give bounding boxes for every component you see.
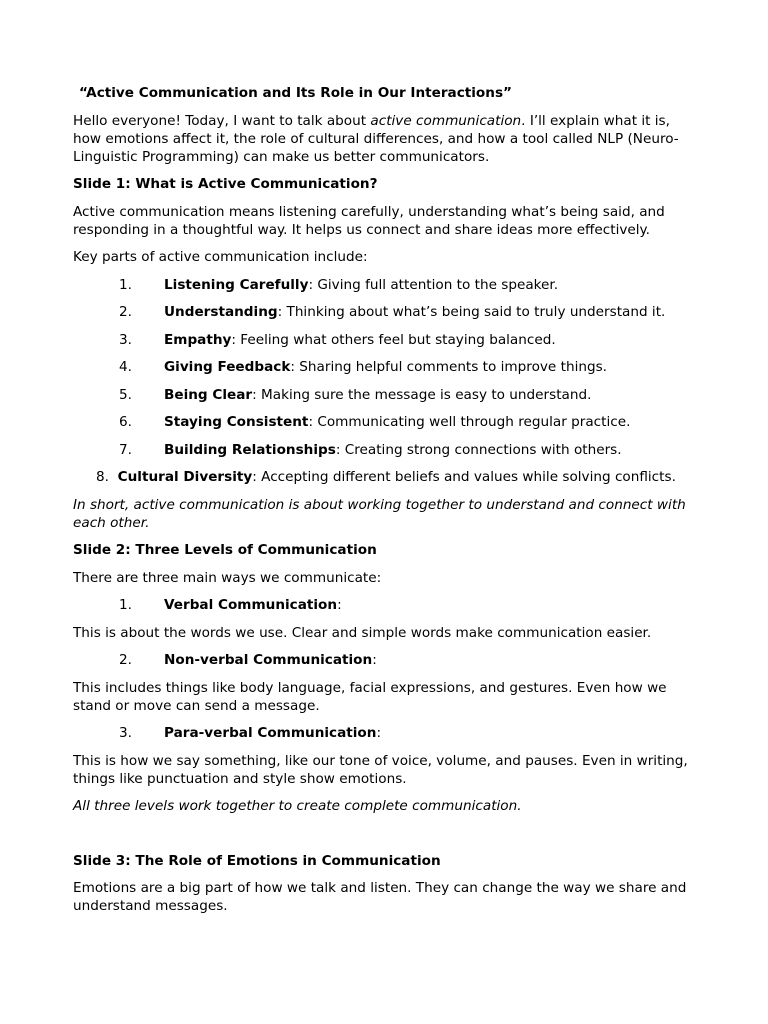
slide1-paragraph: Active communication means listening carefully, understanding what’s being said, and responding in a thoughtful way. It helps us connect and share ideas more effectively. xyxy=(73,203,665,238)
level-number: 3. xyxy=(119,725,132,741)
list-item-number: 8. xyxy=(96,469,109,485)
slide1-heading: Slide 1: What is Active Communication? xyxy=(73,176,378,192)
list-item-desc: : Feeling what others feel but staying balanced. xyxy=(231,331,556,348)
level-number: 1. xyxy=(119,597,132,613)
level-colon: : xyxy=(376,725,382,741)
list-item-term: Giving Feedback xyxy=(164,359,291,375)
intro-text-before: Hello everyone! Today, I want to talk about xyxy=(73,112,371,129)
list-item-number: 2. xyxy=(119,304,132,320)
level-item xyxy=(73,651,698,669)
level-description: This includes things like body language, facial expressions, and gestures. Even how we stand or move can send a message. xyxy=(73,679,667,714)
level-item xyxy=(73,724,698,742)
list-item-desc: : Giving full attention to the speaker. xyxy=(308,276,559,293)
list-item-number: 3. xyxy=(119,331,132,348)
level-description: This is about the words we use. Clear and simple words make communication easier. xyxy=(73,624,652,641)
list-item-number: 4. xyxy=(119,359,132,375)
level-number: 2. xyxy=(119,652,132,668)
list-item-term: Being Clear xyxy=(164,386,253,403)
level-description: This is how we say something, like our tone of voice, volume, and pauses. Even in writing, things like punctuation and style show emotions. xyxy=(73,752,688,787)
list-item xyxy=(73,276,698,294)
paragraph-spacer xyxy=(73,825,698,852)
list-item xyxy=(73,386,698,404)
document-title: “Active Communication and Its Role in Our Interactions” xyxy=(79,85,512,101)
list-item xyxy=(73,303,698,321)
level-colon: : xyxy=(337,597,342,613)
list-item-term: Listening Carefully xyxy=(164,276,309,293)
slide1-summary: In short, active communication is about working together to understand and connect with each other. xyxy=(73,496,686,531)
list-item-number: 1. xyxy=(119,276,132,293)
intro-text-after: . I’ll explain what it is, how emotions affect it, the role of cultural differences, and how a tool called NLP (Neuro-Linguistic Programming) can make us better communicators. xyxy=(73,112,679,165)
list-item-term: Understanding xyxy=(164,304,278,320)
list-item-desc: : Accepting different beliefs and values while solving conflicts. xyxy=(252,469,676,485)
list-item xyxy=(73,468,698,486)
list-item xyxy=(73,331,698,349)
list-item-term: Cultural Diversity xyxy=(117,469,253,485)
list-item xyxy=(73,413,698,431)
slide3-heading: Slide 3: The Role of Emotions in Communication xyxy=(73,852,441,869)
list-item-number: 7. xyxy=(119,441,132,458)
list-item xyxy=(73,441,698,459)
list-item-term: Empathy xyxy=(164,331,232,348)
list-item-desc: : Communicating well through regular practice. xyxy=(308,414,631,430)
level-term: Para-verbal Communication xyxy=(164,725,377,741)
slide3-paragraph: Emotions are a big part of how we talk and listen. They can change the way we share and understand messages. xyxy=(73,880,687,914)
list-item-desc: : Sharing helpful comments to improve things. xyxy=(290,359,607,375)
level-item xyxy=(73,596,698,614)
list-item-desc: : Thinking about what’s being said to truly understand it. xyxy=(277,304,666,320)
level-term: Non-verbal Communication xyxy=(164,652,373,668)
level-colon: : xyxy=(372,652,377,668)
list-item-term: Building Relationships xyxy=(164,441,336,458)
document-page xyxy=(73,84,698,925)
intro-paragraph xyxy=(73,112,698,166)
list-item-desc: : Creating strong connections with others. xyxy=(335,441,622,458)
intro-emphasis: active communication xyxy=(370,112,522,129)
list-item-desc: : Making sure the message is easy to understand. xyxy=(252,386,592,403)
list-item-term: Staying Consistent xyxy=(164,414,309,430)
slide2-heading: Slide 2: Three Levels of Communication xyxy=(73,542,377,558)
level-term: Verbal Communication xyxy=(164,597,338,613)
slide1-key-intro: Key parts of active communication include: xyxy=(73,249,368,265)
list-item-number: 5. xyxy=(119,386,132,403)
list-item-number: 6. xyxy=(119,414,132,430)
slide2-intro: There are three main ways we communicate: xyxy=(73,569,382,586)
slide2-summary: All three levels work together to create complete communication. xyxy=(73,798,522,814)
list-item xyxy=(73,358,698,376)
